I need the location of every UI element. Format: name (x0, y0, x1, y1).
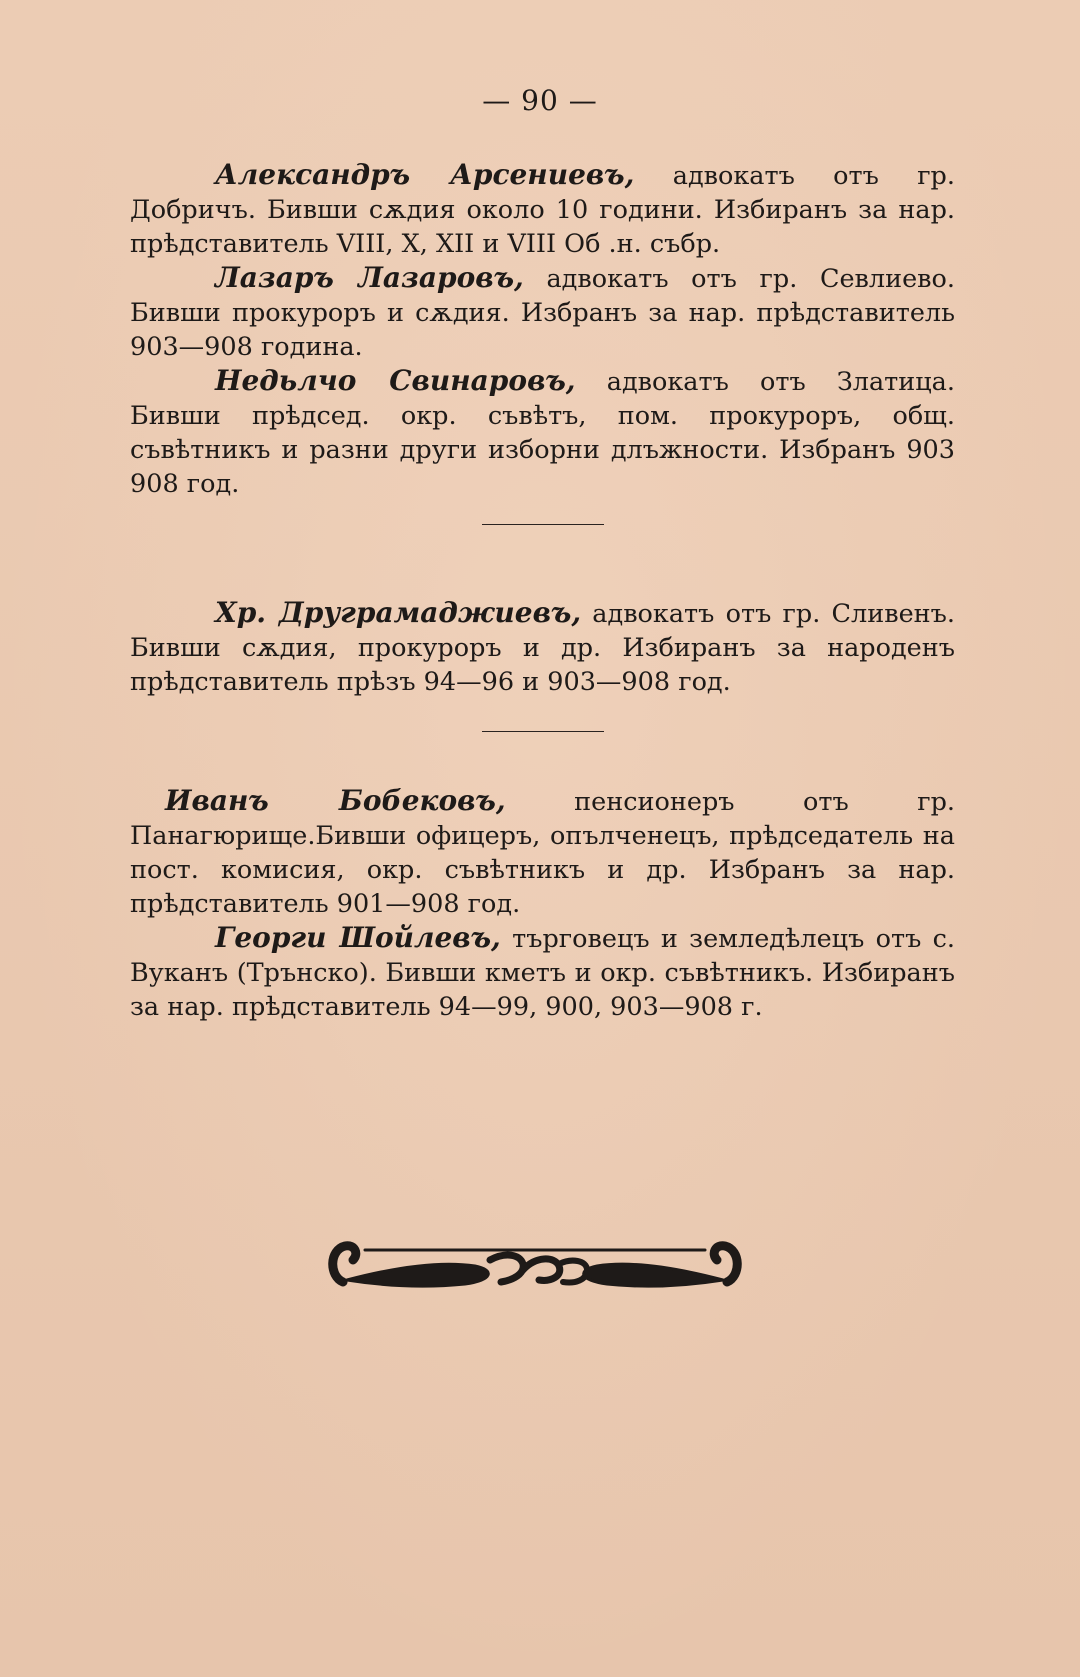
entry-text: адвокатъ отъ Златица. Бивши прѣдсед. окр. съвѣтъ, пом. прокуроръ, общ. съвѣтникъ и разни други изборни длъжности. Избранъ 903 908 год. (130, 367, 955, 499)
entry-svinarov (130, 364, 955, 501)
entry-bobekov (130, 784, 955, 921)
entry-lazarov (130, 261, 955, 364)
section-1 (130, 158, 955, 501)
divider-rule (482, 524, 604, 525)
entry-name: Александръ Арсениевъ, (215, 158, 635, 191)
entry-name: Иванъ Бобековъ, (165, 784, 506, 817)
entry-text: адвокатъ отъ гр. Севлиево. Бивши прокуроръ и сѫдия. Избранъ за нар. прѣдставитель 903—908 година. (130, 264, 955, 362)
entry-arseniev (130, 158, 955, 261)
entry-name: Георги Шойлевъ, (215, 921, 501, 954)
entry-dogramadzhiev (130, 596, 955, 699)
page-number: — 90 — (482, 84, 598, 117)
entry-text: пенсионеръ отъ гр. Панагюрище.Бивши офицеръ, опълченецъ, прѣдседатель на пост. комисия, окр. съвѣтникъ и др. Избранъ за нар. прѣдставитель 901—908 год. (130, 787, 956, 919)
entry-shoylev (130, 921, 955, 1024)
divider-rule (482, 731, 604, 732)
entry-text: адвокатъ отъ гр. Сливенъ. Бивши сѫдия, прокуроръ и др. Избиранъ за народенъ прѣдставитель прѣзъ 94—96 и 903—908 год. (130, 599, 955, 697)
entry-name: Недьлчо Свинаровъ, (215, 364, 576, 397)
section-2 (130, 596, 955, 699)
entry-name: Хр. Друграмаджиевъ, (215, 596, 582, 629)
entry-text: търговецъ и земледѣлецъ отъ с. Вуканъ (Трънско). Бивши кметъ и окр. съвѣтникъ. Избиранъ за нар. прѣдставитель 94—99, 900, 903—908 г. (130, 924, 955, 1022)
entry-text: адвокатъ отъ гр. Добричъ. Бивши сѫдия около 10 години. Избиранъ за нар. прѣдставитель VIII, X, XII и VIII Об .н. събр. (130, 161, 955, 259)
tailpiece-ornament-icon (325, 1230, 745, 1300)
section-3 (130, 784, 955, 1024)
entry-name: Лазаръ Лазаровъ, (215, 261, 524, 294)
